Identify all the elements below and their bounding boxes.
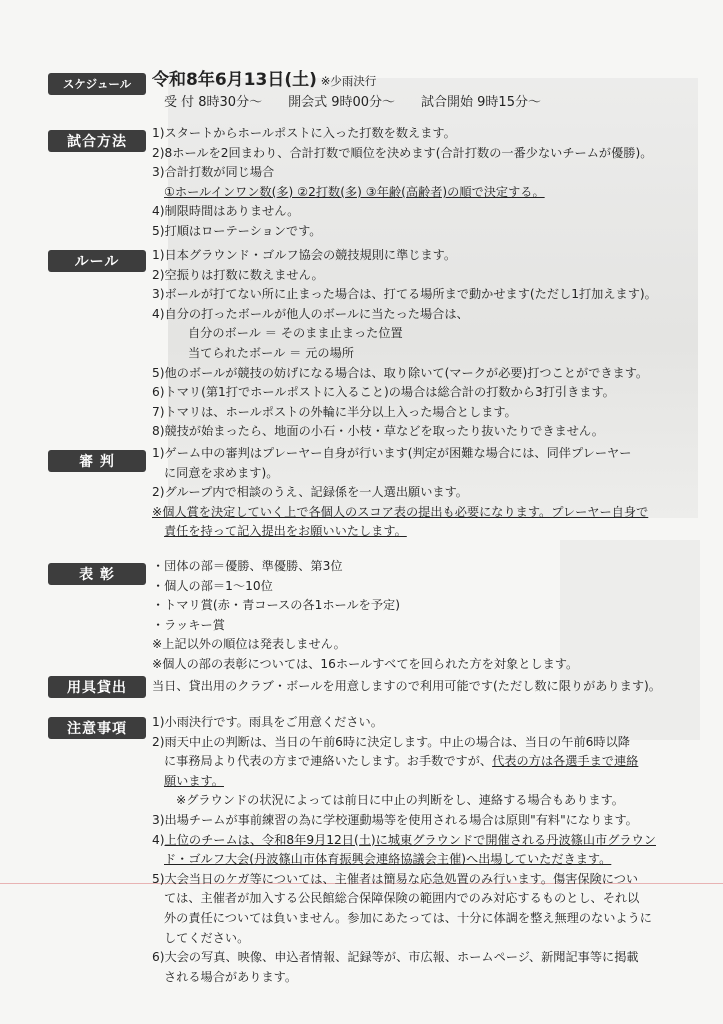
equipment-body bbox=[152, 677, 661, 697]
notes-line-part: 代表の方は各選手まで連絡 bbox=[492, 754, 639, 769]
method-line: ①ホールインワン数(多) ②2打数(多) ③年齢(高齢者)の順で決定する。 bbox=[164, 184, 545, 199]
schedule-times: 受 付 8時30分～ 開会式 9時00分～ 試合開始 9時15分～ bbox=[164, 95, 541, 110]
notes-line: 1)小雨決行です。雨具をご用意ください。 bbox=[152, 715, 383, 729]
method-body bbox=[152, 124, 652, 242]
notes-line: される場合があります。 bbox=[164, 969, 298, 984]
rules-line: 8)競技が始まったら、地面の小石・小枝・草などを取ったり抜いたりできません。 bbox=[152, 424, 604, 439]
rules-line: 当てられたボール ＝ 元の場所 bbox=[188, 345, 354, 360]
awards-label: 表 彰 bbox=[48, 563, 146, 585]
method-line: 5)打順はローテーションです。 bbox=[152, 223, 322, 238]
awards-body bbox=[152, 557, 578, 675]
notes-line: 願います。 bbox=[164, 773, 224, 788]
notes-line bbox=[152, 831, 656, 851]
method-line: 1)スタートからホールポストに入った打数を数えます。 bbox=[152, 126, 456, 140]
awards-line: ・トマリ賞(赤・青コースの各1ホールを予定) bbox=[152, 598, 400, 613]
rules-line: 2)空振りは打数に数えません。 bbox=[152, 267, 324, 282]
schedule-body bbox=[152, 70, 541, 113]
notes-line: 6)大会の写真、映像、申込者情報、記録等が、市広報、ホームページ、新聞記事等に掲載 bbox=[152, 950, 639, 965]
awards-line: ・個人の部＝1～10位 bbox=[152, 578, 273, 593]
event-date: 令和8年6月13日(土) bbox=[152, 70, 317, 90]
notes-line: 3)出場チームが事前練習の為に学校運動場等を使用される場合は原則"有料"になります。 bbox=[152, 812, 638, 827]
rules-line: 3)ボールが打てない所に止まった場合は、打てる場所まで動かせます(ただし1打加えます)。 bbox=[152, 287, 657, 302]
notes-body bbox=[152, 713, 656, 987]
notes-line: 5)大会当日のケガ等については、主催者は簡易な応急処置のみ行います。傷害保険につい bbox=[152, 871, 639, 886]
equipment-text: 当日、貸出用のクラブ・ボールを用意しますので利用可能です(ただし数に限りがあります)。 bbox=[152, 679, 661, 693]
awards-line: ・ラッキー賞 bbox=[152, 617, 225, 632]
referee-body bbox=[152, 444, 648, 542]
rules-line: 自分のボール ＝ そのまま止まった位置 bbox=[188, 326, 403, 341]
method-label: 試合方法 bbox=[48, 130, 146, 152]
background-show-through bbox=[560, 540, 700, 740]
method-line: 3)合計打数が同じ場合 bbox=[152, 165, 275, 180]
rules-line: 5)他のボールが競技の妨げになる場合は、取り除いて(マークが必要)打つことができます。 bbox=[152, 365, 649, 380]
awards-line: ※上記以外の順位は発表しません。 bbox=[152, 637, 346, 652]
referee-line: 2)グループ内で相談のうえ、記録係を一人選出願います。 bbox=[152, 485, 468, 500]
equipment-label: 用具貸出 bbox=[48, 676, 146, 698]
notes-line: ド・ゴルフ大会(丹波篠山市体育振興会連絡協議会主催)へ出場していただきます。 bbox=[164, 852, 612, 867]
notes-line-part: 4) bbox=[152, 832, 165, 847]
referee-line: 責任を持って記入提出をお願いいたします。 bbox=[164, 524, 407, 539]
notes-line: 外の責任については負いません。参加にあたっては、十分に体調を整え無理のないように bbox=[164, 910, 652, 925]
rain-note: ※少雨決行 bbox=[320, 74, 377, 88]
notes-line-part: に事務局より代表の方まで連絡いたします。お手数ですが、 bbox=[164, 754, 493, 769]
referee-line: に同意を求めます)。 bbox=[164, 465, 279, 480]
notes-line: してください。 bbox=[164, 930, 250, 945]
notes-line-part: 上位のチームは、令和8年9月12日(土)に城東グラウンドで開催される丹波篠山市グラウン bbox=[164, 832, 656, 847]
rules-line: 6)トマリ(第1打でホールポストに入ること)の場合は総合計の打数から3打引きます。 bbox=[152, 385, 615, 400]
notes-line bbox=[152, 752, 656, 772]
rules-label: ルール bbox=[48, 250, 146, 272]
method-line: 4)制限時間はありません。 bbox=[152, 204, 300, 219]
schedule-label: スケジュール bbox=[48, 73, 146, 95]
rules-body bbox=[152, 246, 657, 442]
awards-line: ※個人の部の表彰については、16ホールすべてを回られた方を対象とします。 bbox=[152, 656, 579, 671]
rules-line: 4)自分の打ったボールが他人のボールに当たった場合は、 bbox=[152, 306, 469, 321]
awards-line: ・団体の部＝優勝、準優勝、第3位 bbox=[152, 559, 343, 573]
referee-line: 1)ゲーム中の審判はプレーヤー自身が行います(判定が困難な場合には、同伴プレーヤー bbox=[152, 446, 632, 460]
referee-line: ※個人賞を決定していく上で各個人のスコア表の提出も必要になります。プレーヤー自身で bbox=[152, 504, 649, 519]
notes-line: ※グラウンドの状況によっては前日に中止の判断をし、連絡する場合もあります。 bbox=[176, 793, 624, 808]
notes-label: 注意事項 bbox=[48, 717, 146, 739]
notes-line: 2)雨天中止の判断は、当日の午前6時に決定します。中止の場合は、当日の午前6時以降 bbox=[152, 734, 630, 749]
rules-line: 1)日本グラウンド・ゴルフ協会の競技規則に準じます。 bbox=[152, 248, 457, 262]
method-line: 2)8ホールを2回まわり、合計打数で順位を決めます(合計打数の一番少ないチームが優勝)。 bbox=[152, 145, 653, 160]
rules-line: 7)トマリは、ホールポストの外輪に半分以上入った場合とします。 bbox=[152, 404, 517, 419]
notes-line: ては、主催者が加入する公民館総合保障保険の範囲内でのみ対応するものとし、それ以 bbox=[164, 891, 640, 906]
referee-label: 審 判 bbox=[48, 450, 146, 472]
